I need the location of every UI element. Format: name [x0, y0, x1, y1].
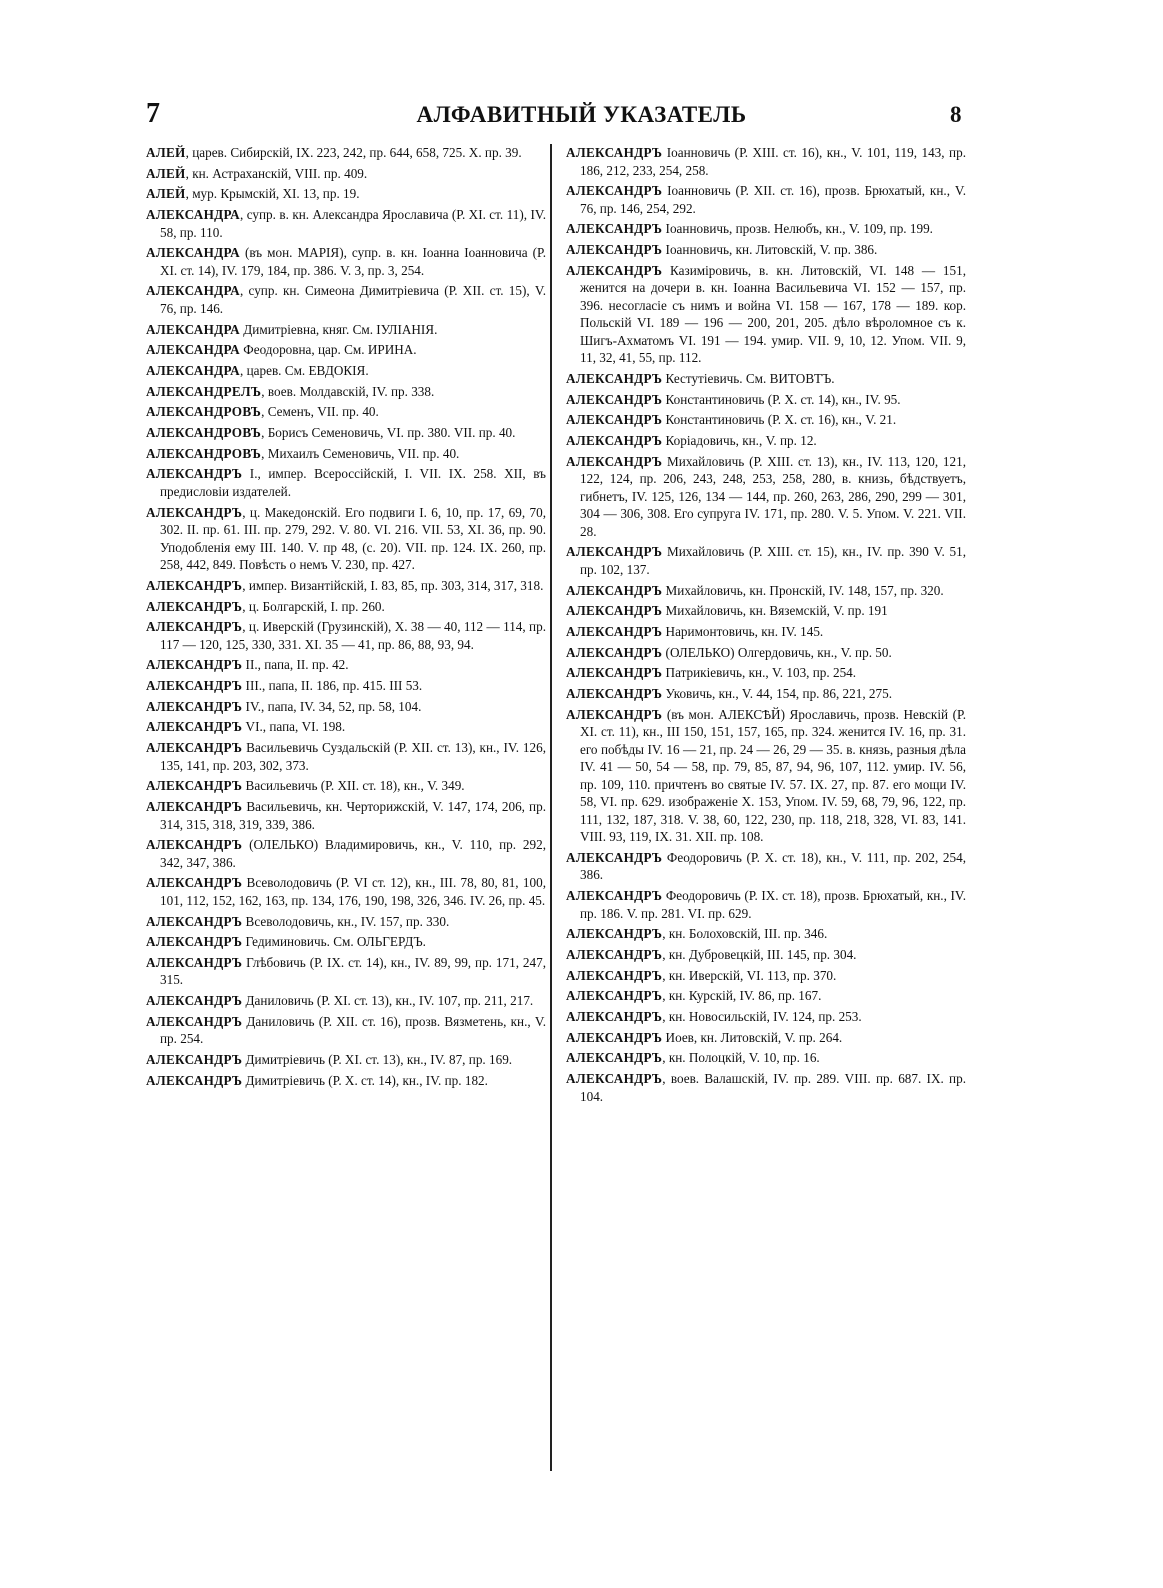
entry-headword: АЛЕКСАНДРЪ — [146, 466, 243, 482]
entry-headword: АЛЕКСАНДРЪ — [146, 875, 243, 891]
entry-references: , супр. в. кн. Александра Ярославича (Р. XI. ст. 11), IV. 58, пр. 110. — [160, 207, 546, 240]
entry-headword: АЛЕКСАНДРЪ — [566, 183, 663, 199]
entry-references: Всеволодовичь, кн., IV. 157, пр. 330. — [242, 913, 450, 929]
entry-references: , кн. Иверскій, VI. 113, пр. 370. — [662, 967, 837, 983]
index-entry — [566, 887, 966, 922]
index-entry — [146, 144, 546, 162]
entry-references: (въ мон. АЛЕКСѢЙ) Ярославичь, прозв. Невскій (Р. XI. ст. 11), кн., III 150, 151, 157, 165, пр. 324. женится IV. 16, пр. 31. его побѣды IV. 16 — 21, пр. 24 — 26, 29 — 35. в. князь, разныя дѣла IV. 41 — 50, 54 — 58, пр. 79, 85, 87, 94, 96, 107, 112. умир. IV. 56, пр. 109, 110. причтенъ во святые IV. 57. IX. 27, пр. 87. его мощи IV. 58, VI. пр. 629. изображеніе X. 153, Упом. IV. 59, 68, 79, 96, 122, пр. 111, 132, 187, 318. V. 38, 60, 122, 230, пр. 118, 218, 328, VI. 83, 141. VIII. 93, 119, IX. 31. XII. пр. 108. — [580, 706, 966, 845]
entry-references: Васильевичь, кн. Черторижскій, V. 147, 174, 206, пр. 314, 315, 318, 319, 339, 386. — [160, 799, 546, 832]
entry-headword: АЛЕКСАНДРЪ — [146, 913, 243, 929]
index-entry — [566, 370, 966, 388]
entry-headword: АЛЕКСАНДРЪ — [146, 678, 243, 694]
index-entry — [566, 1029, 966, 1047]
entry-references: II., папа, II. пр. 42. — [242, 657, 349, 673]
page-title: АЛФАВИТНЫЙ УКАЗАТЕЛЬ — [416, 102, 747, 127]
entry-references: Наримонтовичь, кн. IV. 145. — [662, 623, 824, 639]
entry-headword: АЛЕКСАНДРЪ — [566, 582, 663, 598]
index-entry — [146, 798, 546, 833]
entry-references: Михайловичь (Р. XIII. ст. 15), кн., IV. пр. 390 V. 51, пр. 102, 137. — [580, 544, 966, 577]
entry-references: VI., папа, VI. 198. — [242, 719, 346, 735]
index-entry — [146, 874, 546, 909]
entry-references: , воев. Молдавскій, IV. пр. 338. — [261, 383, 435, 399]
index-entry — [566, 220, 966, 238]
entry-references: (ОЛЕЛЬКО) Владимировичь, кн., V. 110, пр. 292, 342, 347, 386. — [160, 837, 546, 870]
entry-references: , царев. См. ЕВДОКІЯ. — [240, 363, 369, 378]
entry-headword: АЛЕКСАНДРЪ — [146, 934, 243, 950]
entry-references: Казиміровичь, в. кн. Литовскій, VI. 148 — 151, женится на дочери в. кн. Іоанна Васильевича VI. 152 — 157, пр. 396. несогласіе съ нимъ и война VI. 158 — 167, 178 — 189. кор. Польскій VI. 189 — 196 — 200, 201, 205. дѣло вѣроломное съ к. Шигъ-Ахматомъ VI. 191 — 194. умир. VII. 9, 10, 12. Упом. VII. 9, 11, 32, 41, 55, пр. 112. — [580, 262, 966, 366]
entry-headword: АЛЕКСАНДРЪ — [566, 262, 663, 278]
entry-references: , ц. Болгарскій, I. пр. 260. — [242, 598, 385, 614]
index-entry — [146, 321, 546, 339]
index-entry — [566, 664, 966, 682]
entry-headword: АЛЕКСАНДРЪ — [566, 988, 663, 1004]
index-entry — [146, 577, 546, 595]
entry-headword: АЛЕКСАНДРЪ — [566, 221, 663, 237]
index-entry — [566, 849, 966, 884]
index-entry — [566, 241, 966, 259]
index-entry — [146, 954, 546, 989]
index-entry — [146, 1013, 546, 1048]
entry-references: Феодоровичь (Р. IX. ст. 18), прозв. Брюхатый, кн., IV. пр. 186. V. пр. 281. VI. пр. 629. — [580, 888, 966, 921]
entry-references: Михайловичь, кн. Пронскій, IV. 148, 157, пр. 320. — [662, 582, 944, 598]
index-entry — [146, 1051, 546, 1069]
index-entry — [146, 677, 546, 695]
entry-references: (ОЛЕЛЬКО) Олгердовичь, кн., V. пр. 50. — [662, 644, 892, 660]
entry-references: Димитріевичь (Р. XI. ст. 13), кн., IV. 87, пр. 169. — [242, 1052, 513, 1067]
entry-references: Іоанновичь, кн. Литовскій, V. пр. 386. — [662, 242, 878, 258]
index-entry — [146, 185, 546, 203]
entry-headword: АЛЕКСАНДРЪ — [566, 412, 663, 428]
entry-headword: АЛЕКСАНДРЪ — [566, 1071, 663, 1087]
entry-references: Всеволодовичь (Р. VI ст. 12), кн., III. 78, 80, 81, 100, 101, 112, 152, 162, 163, пр. 134, 176, 190, 198, 326, 346. IV. 26, пр. 45. — [160, 875, 546, 908]
entry-headword: АЛЕКСАНДРЪ — [146, 719, 243, 735]
entry-headword: АЛЕКСАНДРА — [146, 342, 240, 358]
entry-headword: АЛЕКСАНДРЪ — [566, 453, 663, 469]
entry-references: Константиновичь (Р. X. ст. 14), кн., IV. 95. — [662, 391, 901, 407]
entry-headword: АЛЕКСАНДРЪ — [146, 954, 243, 970]
index-entry — [146, 244, 546, 279]
entry-headword: АЛЕКСАНДРЪ — [566, 544, 663, 560]
entry-headword: АЛЕКСАНДРЪ — [146, 657, 243, 673]
entry-references: III., папа, II. 186, пр. 415. III 53. — [242, 678, 423, 694]
index-entry — [146, 165, 546, 183]
right-page-number: 8 — [950, 102, 962, 127]
entry-headword: АЛЕКСАНДРЪ — [146, 504, 243, 520]
entry-headword: АЛЕКСАНДРА — [146, 321, 240, 337]
index-entry — [566, 644, 966, 662]
entry-references: , кн. Астраханскій, VIII. пр. 409. — [185, 165, 368, 181]
entry-references: Патрикіевичь, кн., V. 103, пр. 254. — [662, 665, 857, 681]
entry-headword: АЛЕКСАНДРЪ — [566, 623, 663, 639]
index-entry — [566, 987, 966, 1005]
entry-headword: АЛЕКСАНДРЪ — [566, 1009, 663, 1024]
entry-references: Васильевичь (Р. XII. ст. 18), кн., V. 349. — [242, 778, 465, 794]
entry-headword: АЛЕЙ — [146, 145, 186, 160]
entry-headword: АЛЕЙ — [146, 186, 186, 202]
entry-headword: АЛЕКСАНДРЕЛЪ — [146, 383, 262, 399]
entry-references: Михайловичь, кн. Вяземскій, V. пр. 191 — [662, 603, 888, 619]
entry-headword: АЛЕКСАНДРЪ — [566, 946, 663, 962]
index-entry — [146, 933, 546, 951]
entry-headword: АЛЕКСАНДРОВЪ — [146, 404, 262, 420]
entry-headword: АЛЕКСАНДРЪ — [566, 145, 663, 160]
entry-references: Іоанновичь (Р. XIII. ст. 16), кн., V. 101, 119, 143, пр. 186, 212, 233, 254, 258. — [580, 145, 966, 178]
entry-references: , супр. кн. Симеона Димитріевича (Р. XII. ст. 15), V. 76, пр. 146. — [160, 283, 546, 316]
entry-headword: АЛЕКСАНДРЪ — [146, 1013, 243, 1029]
entry-references: (въ мон. МАРІЯ), супр. в. кн. Іоанна Іоанновича (Р. XI. ст. 14), IV. 179, 184, пр. 386. V. 3, пр. 3, 254. — [160, 245, 546, 278]
entry-references: , Борисъ Семеновичь, VI. пр. 380. VII. пр. 40. — [261, 425, 516, 441]
index-entry — [566, 144, 966, 179]
entry-references: , кн. Болоховскій, III. пр. 346. — [662, 926, 828, 942]
entry-headword: АЛЕКСАНДРЪ — [566, 686, 663, 701]
index-entry — [566, 623, 966, 641]
entry-references: , ц. Иверскій (Грузинскій), X. 38 — 40, 112 — 114, пр. 117 — 120, 125, 330, 331. XI. 35 — 41, пр. 86, 88, 93, 94. — [160, 619, 546, 652]
entry-references: , ц. Македонскій. Его подвиги I. 6, 10, пр. 17, 69, 70, 302. II. пр. 61. III. пр. 279, 292. V. 80. VI. 216. VII. 53, XI. 36, пр. 90. Уподобленія ему III. 140. V. пр 48, (с. 20). VII. пр. 124. IX. 260, пр. 258, 442, 849. Повѣсть о немъ V. 230, пр. 427. — [160, 504, 546, 573]
entry-references: Васильевичь Суздальскій (Р. XII. ст. 13), кн., IV. 126, 135, 141, пр. 203, 302, 373. — [160, 740, 546, 773]
index-entry — [146, 465, 546, 500]
index-entry — [566, 182, 966, 217]
entry-headword: АЛЕКСАНДРЪ — [146, 837, 243, 853]
index-entry — [566, 1049, 966, 1067]
left-page-number: 7 — [146, 98, 160, 129]
entry-headword: АЛЕКСАНДРЪ — [566, 391, 663, 407]
entry-headword: АЛЕКСАНДРЪ — [566, 603, 663, 619]
index-entry — [146, 836, 546, 871]
entry-headword: АЛЕЙ — [146, 165, 186, 181]
index-entry — [566, 262, 966, 367]
index-entry — [566, 706, 966, 846]
index-entry — [146, 718, 546, 736]
index-entry — [146, 598, 546, 616]
entry-headword: АЛЕКСАНДРЪ — [146, 993, 243, 1009]
index-entry — [566, 925, 966, 943]
entry-references: , воев. Валашскій, IV. пр. 289. VIII. пр. 687. IX. пр. 104. — [580, 1071, 966, 1104]
index-entry — [146, 913, 546, 931]
entry-headword: АЛЕКСАНДРЪ — [566, 1029, 663, 1045]
entry-references: , импер. Византійскій, I. 83, 85, пр. 303, 314, 317, 318. — [242, 577, 544, 593]
entry-references: Іоанновичь, прозв. Нелюбъ, кн., V. 109, пр. 199. — [662, 221, 933, 237]
entry-headword: АЛЕКСАНДРЪ — [146, 598, 243, 614]
index-entry — [146, 504, 546, 574]
index-entry — [146, 618, 546, 653]
entry-headword: АЛЕКСАНДРЪ — [566, 967, 663, 983]
page-header — [0, 98, 1163, 138]
entry-references: Константиновичь (Р. X. ст. 16), кн., V. 21. — [662, 412, 897, 428]
index-entry — [146, 739, 546, 774]
entry-references: Феодоровна, цар. См. ИРИНА. — [240, 342, 417, 358]
entry-headword: АЛЕКСАНДРЪ — [566, 644, 663, 660]
index-entry — [146, 341, 546, 359]
entry-references: I., импер. Всероссійскій, I. VII. IX. 258. XII, въ предисловіи издателей. — [160, 466, 546, 499]
index-entry — [146, 656, 546, 674]
index-entry — [566, 432, 966, 450]
entry-references: , Семенъ, VII. пр. 40. — [261, 404, 379, 420]
entry-headword: АЛЕКСАНДРЪ — [146, 1072, 243, 1088]
index-entry — [146, 698, 546, 716]
entry-references: , кн. Новосильскій, IV. 124, пр. 253. — [662, 1009, 862, 1024]
entry-references: , мур. Крымскій, XI. 13, пр. 19. — [185, 186, 360, 202]
entry-headword: АЛЕКСАНДРЪ — [146, 577, 243, 593]
index-entry — [566, 391, 966, 409]
entry-headword: АЛЕКСАНДРЪ — [146, 619, 243, 635]
entry-references: Даниловичь (Р. XI. ст. 13), кн., IV. 107, пр. 211, 217. — [242, 993, 534, 1009]
entry-references: , кн. Курскій, IV. 86, пр. 167. — [662, 988, 822, 1004]
index-entry — [566, 602, 966, 620]
entry-references: , царев. Сибирскій, IX. 223, 242, пр. 644, 658, 725. X. пр. 39. — [185, 145, 522, 160]
entry-headword: АЛЕКСАНДРЪ — [566, 926, 663, 942]
entry-headword: АЛЕКСАНДРЪ — [566, 849, 663, 865]
entry-references: , Михаилъ Семеновичь, VII. пр. 40. — [261, 445, 460, 461]
entry-headword: АЛЕКСАНДРЪ — [566, 433, 663, 448]
entry-references: IV., папа, IV. 34, 52, пр. 58, 104. — [242, 698, 422, 714]
index-entry — [566, 1008, 966, 1026]
entry-references: Уковичь, кн., V. 44, 154, пр. 86, 221, 275. — [662, 686, 892, 701]
index-entry — [566, 685, 966, 703]
index-entry — [146, 445, 546, 463]
entry-headword: АЛЕКСАНДРЪ — [146, 740, 243, 756]
entry-headword: АЛЕКСАНДРЪ — [566, 370, 663, 386]
entry-references: Даниловичь (Р. XII. ст. 16), прозв. Вязметень, кн., V. пр. 254. — [160, 1013, 546, 1047]
index-entry — [146, 383, 546, 401]
entry-headword: АЛЕКСАНДРА — [146, 207, 240, 223]
index-entry — [566, 582, 966, 600]
index-entry — [146, 206, 546, 241]
entry-references: Іоанновичь (Р. XII. ст. 16), прозв. Брюхатый, кн., V. 76, пр. 146, 254, 292. — [580, 183, 966, 216]
left-column — [146, 144, 546, 1092]
index-entry — [566, 543, 966, 578]
index-entry — [146, 1072, 546, 1090]
index-entry — [146, 362, 546, 380]
entry-headword: АЛЕКСАНДРОВЪ — [146, 445, 262, 461]
entry-headword: АЛЕКСАНДРЪ — [146, 778, 243, 794]
right-column — [566, 144, 966, 1108]
index-entry — [146, 777, 546, 795]
entry-headword: АЛЕКСАНДРЪ — [146, 1052, 243, 1067]
index-entry — [146, 424, 546, 442]
entry-references: Гедиминовичь. См. ОЛЬГЕРДЪ. — [242, 934, 426, 950]
index-entry — [566, 946, 966, 964]
entry-references: Михайловичь (Р. XIII. ст. 13), кн., IV. 113, 120, 121, 122, 124, пр. 206, 243, 248, 253, 258, 280, в. книзь, бѣдствуетъ, гибнетъ, IV. 125, 126, 134 — 144, пр. 260, 263, 286, 290, 299 — 301, 304 — 306, 308. Его супруга IV. 171, пр. 280. V. 5. Упом. V. 221. VII. 28. — [580, 453, 966, 539]
index-entry — [566, 453, 966, 541]
entry-references: Димитріевна, княг. См. ІУЛІАНІЯ. — [240, 321, 438, 337]
entry-references: Коріадовичь, кн., V. пр. 12. — [662, 433, 817, 448]
entry-headword: АЛЕКСАНДРА — [146, 363, 240, 378]
entry-headword: АЛЕКСАНДРЪ — [566, 665, 663, 681]
entry-references: Феодоровичь (Р. X. ст. 18), кн., V. 111, пр. 202, 254, 386. — [580, 849, 966, 883]
index-entry — [146, 282, 546, 317]
index-entry — [146, 403, 546, 421]
column-divider — [550, 144, 552, 1471]
entry-headword: АЛЕКСАНДРОВЪ — [146, 425, 262, 441]
entry-references: Иоев, кн. Литовскій, V. пр. 264. — [662, 1029, 843, 1045]
entry-headword: АЛЕКСАНДРЪ — [566, 1050, 663, 1066]
entry-headword: АЛЕКСАНДРЪ — [146, 698, 243, 714]
entry-references: Димитріевичь (Р. X. ст. 14), кн., IV. пр. 182. — [242, 1072, 488, 1088]
index-entry — [146, 992, 546, 1010]
entry-headword: АЛЕКСАНДРЪ — [566, 706, 663, 722]
index-entry — [566, 967, 966, 985]
entry-headword: АЛЕКСАНДРЪ — [566, 242, 663, 258]
entry-references: , кн. Дубровецкій, III. 145, пр. 304. — [662, 946, 857, 962]
index-entry — [566, 1070, 966, 1105]
entry-references: Кестутіевичь. См. ВИТОВТЪ. — [662, 370, 835, 386]
entry-headword: АЛЕКСАНДРЪ — [146, 799, 243, 814]
entry-headword: АЛЕКСАНДРА — [146, 283, 240, 299]
entry-references: Глѣбовичь (Р. IX. ст. 14), кн., IV. 89, 99, пр. 171, 247, 315. — [160, 954, 546, 988]
entry-headword: АЛЕКСАНДРА — [146, 245, 240, 261]
entry-headword: АЛЕКСАНДРЪ — [566, 888, 663, 904]
entry-references: , кн. Полоцкій, V. 10, пр. 16. — [662, 1050, 820, 1066]
index-entry — [566, 411, 966, 429]
